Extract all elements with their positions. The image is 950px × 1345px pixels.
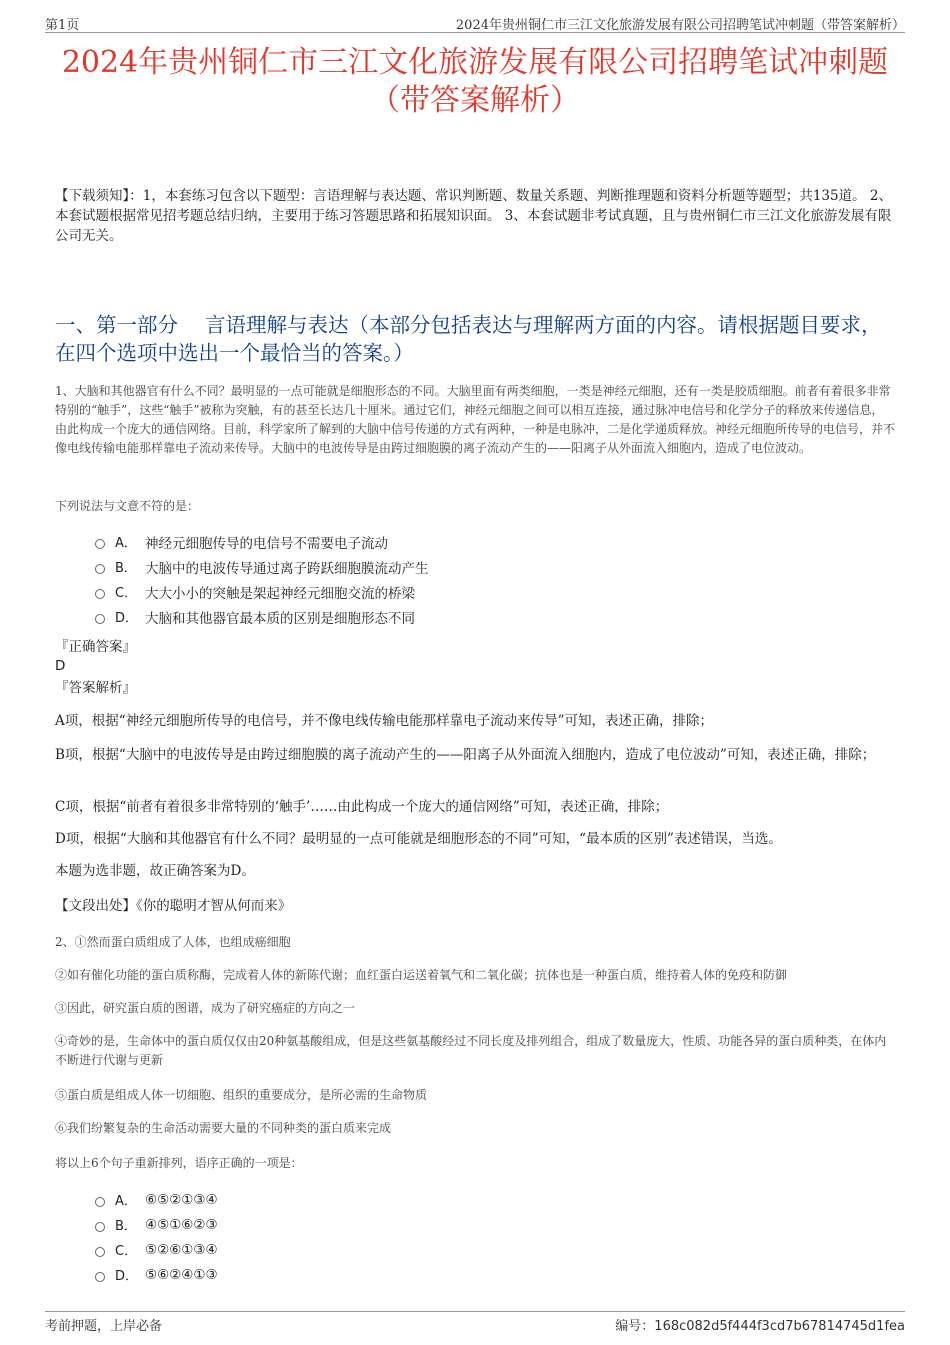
analysis-c: C项，根据“前者有着很多非常特别的‘触手’……由此构成一个庞大的通信网络”可知，表述正确，排除；: [55, 799, 669, 815]
answer-value: D: [55, 658, 66, 674]
radio-icon[interactable]: [95, 564, 105, 574]
q2-sentence-3: ③因此，研究蛋白质的图谱，成为了研究癌症的方向之一: [55, 1001, 356, 1015]
analysis-d: D项，根据“大脑和其他器官有什么不同？最明显的一点可能就是细胞形态的不同”可知，“最本质的区别”表述错误，当选。: [55, 831, 782, 847]
analysis-a: A项，根据“神经元细胞所传导的电信号，并不像电线传输电能那样靠电子流动来传导”可知，表述正确，排除；: [55, 713, 714, 729]
q1-question: 下列说法与文意不符的是：: [55, 499, 200, 513]
analysis-label: 『答案解析』: [55, 680, 136, 696]
q2-options: [95, 1187, 218, 1287]
q1-stem: 1、大脑和其他器官有什么不同？最明显的一点可能就是细胞形态的不同。大脑里面有两类细胞，一类是神经元细胞，还有一类是胶质细胞。前者有着很多非常特别的“触手”，这些“触手”被称为突触，有的甚至长达几十厘米。通过它们，神经元细胞之间可以相互连接，通过脉冲电信号和化学分子的释放来传递信息，由此构成一个庞大的通信网络。目前，科学家所了解到的大脑中信号传递的方式有两种，一种是电脉冲，二是化学递质释放。神经元细胞所传导的电信号，并不像电线传输电能那样靠电子流动来传导。大脑中的电波传导是由跨过细胞膜的离子流动产生的——阳离子从外面流入细胞内，造成了电位波动。: [55, 384, 896, 455]
q2-option-c[interactable]: C． ⑤②⑥①③④: [95, 1237, 218, 1262]
q2-option-b[interactable]: B． ④⑤①⑥②③: [95, 1212, 218, 1237]
q2-sentence-4: ④奇妙的是，生命体中的蛋白质仅仅由20种氨基酸组成，但是这些氨基酸经过不同长度及排列组合，组成了数量庞大，性质、功能各异的蛋白质种类，在体内不断进行代谢与更新: [55, 1034, 887, 1067]
radio-icon[interactable]: [95, 1222, 105, 1232]
q2-question: 将以上6个句子重新排列，语序正确的一项是：: [55, 1156, 303, 1170]
radio-icon[interactable]: [95, 539, 105, 549]
source-citation: 【文段出处】《你的聪明才智从何而来》: [55, 898, 292, 914]
footer-code: 编号：168c082d5f444f3cd7b67814745d1fea: [615, 1319, 905, 1334]
page-footer: [45, 1311, 905, 1336]
radio-icon[interactable]: [95, 1272, 105, 1282]
q1-option-b[interactable]: B． 大脑中的电波传导通过离子跨跃细胞膜流动产生: [95, 554, 429, 579]
q1-option-d[interactable]: D． 大脑和其他器官最本质的区别是细胞形态不同: [95, 604, 429, 629]
section-heading: 一、第一部分 言语理解与表达（本部分包括表达与理解两方面的内容。请根据题目要求，在四个选项中选出一个最恰当的答案。）: [55, 313, 882, 365]
page-title: [40, 44, 910, 120]
q1-option-c[interactable]: C． 大大小小的突触是架起神经元细胞交流的桥梁: [95, 579, 429, 604]
q1-option-a[interactable]: A． 神经元细胞传导的电信号不需要电子流动: [95, 529, 429, 554]
footer-slogan: 考前押题，上岸必备: [45, 1319, 163, 1334]
radio-icon[interactable]: [95, 589, 105, 599]
title-line-1: 2024年贵州铜仁市三江文化旅游发展有限公司招聘笔试冲刺题: [61, 45, 889, 80]
q2-sentence-1: 2、①然而蛋白质组成了人体，也组成癌细胞: [55, 935, 291, 949]
download-notice: 【下载须知】：1，本套练习包含以下题型：言语理解与表达题、常识判断题、数量关系题、判断推理题和资料分析题等题型；共135道。 2、本套试题根据常见招考题总结归纳，主要用于练习答题思路和拓展知识面。 3、本套试题非考试真题，且与贵州铜仁市三江文化旅游发展有限公司无关。: [55, 188, 892, 244]
radio-icon[interactable]: [95, 1247, 105, 1257]
header-doc-title: 2024年贵州铜仁市三江文化旅游发展有限公司招聘笔试冲刺题（带答案解析）: [455, 18, 905, 33]
q2-option-a[interactable]: A． ⑥⑤②①③④: [95, 1187, 218, 1212]
q2-sentence-6: ⑥我们纷繁复杂的生命活动需要大量的不同种类的蛋白质来完成: [55, 1121, 392, 1135]
radio-icon[interactable]: [95, 1197, 105, 1207]
radio-icon[interactable]: [95, 614, 105, 624]
q2-sentence-2: ②如有催化功能的蛋白质称酶，完成着人体的新陈代谢；血红蛋白运送着氧气和二氧化碳；抗体也是一种蛋白质，维持着人体的免疫和防御: [55, 968, 788, 982]
page-header: [45, 12, 905, 33]
page-number: 第1页: [45, 18, 80, 33]
answer-label: 『正确答案』: [55, 639, 136, 655]
analysis-b: B项，根据“大脑中的电波传导是由跨过细胞膜的离子流动产生的——阳离子从外面流入细胞内，造成了电位波动”可知，表述正确，排除；: [55, 747, 876, 763]
q2-sentence-5: ⑤蛋白质是组成人体一切细胞、组织的重要成分，是所必需的生命物质: [55, 1088, 428, 1102]
q1-options: [95, 529, 429, 629]
analysis-conclusion: 本题为选非题，故正确答案为D。: [55, 863, 255, 879]
q2-option-d[interactable]: D． ⑤⑥②④①③: [95, 1262, 218, 1287]
title-line-2: （带答案解析）: [370, 83, 580, 118]
